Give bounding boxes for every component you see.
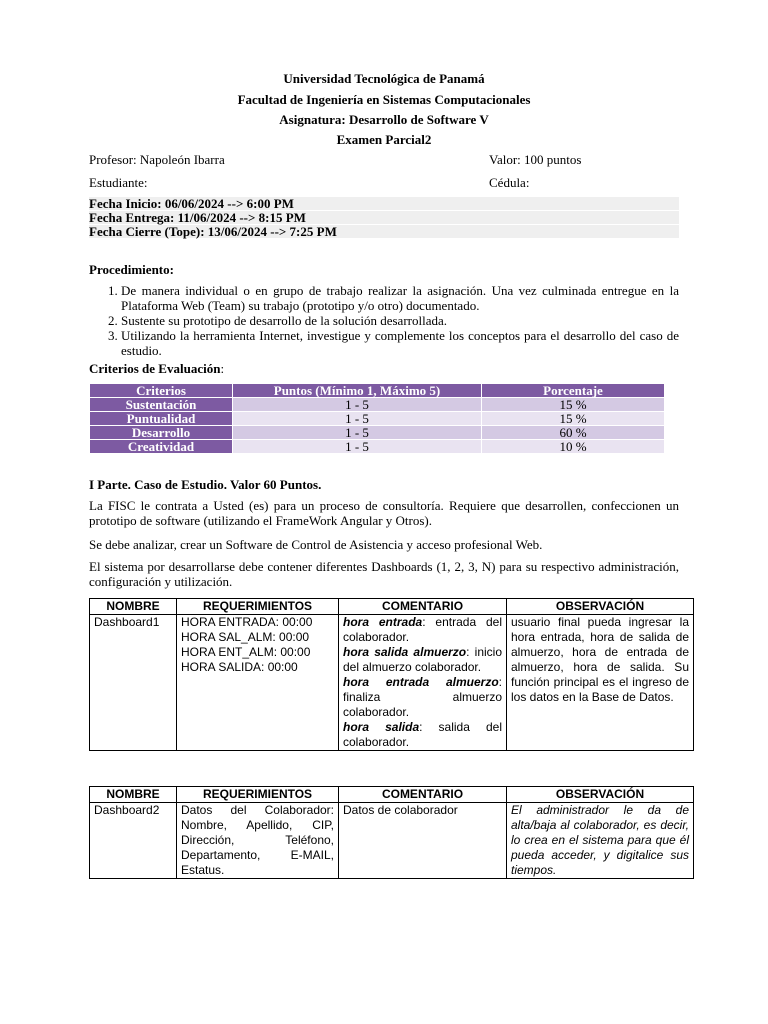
dashboard1-table [89,598,694,751]
criteria-name: Puntualidad [90,412,233,426]
header-observacion: OBSERVACIÓN [507,787,694,803]
requirement-line: HORA SAL_ALM: 00:00 [181,630,310,644]
criteria-header-row [90,384,665,398]
criteria-title-colon: : [220,361,225,376]
part1-paragraph-3: El sistema por desarrollarse debe contener diferentes Dashboards (1, 2, 3, N) para su respectivo administración, configuración y utilización. [89,559,679,589]
comment-entry [343,615,502,645]
comment-text: : finaliza almuerzo colaborador. [343,675,502,719]
comment-text: : inicio del almuerzo colaborador. [343,645,503,674]
criteria-title [89,361,224,377]
criteria-header-percent: Porcentaje [482,384,665,398]
professor-label: Profesor: Napoleón Ibarra [89,152,225,167]
criteria-points: 1 - 5 [233,426,482,440]
header-observacion: OBSERVACIÓN [507,599,694,615]
criteria-points: 1 - 5 [233,398,482,412]
comment-entry [343,720,502,750]
header-comentario: COMENTARIO [339,787,507,803]
university-title: Universidad Tecnológica de Panamá [283,71,485,86]
criteria-table [89,383,665,454]
procedure-item: 3. Utilizando la herramienta Internet, investigue y complemente los conceptos para el desarrollo del caso de estudio. [121,328,679,358]
criteria-row [90,426,665,440]
criteria-percent: 15 % [482,412,665,426]
requirement-line: HORA SALIDA: 00:00 [181,660,298,674]
dashboard1-row [90,615,694,751]
comment-label: hora entrada almuerzo [343,675,499,689]
dashboard2-requirements: Datos del Colaborador: Nombre, Apellido, CIP, Dirección, Teléfono, Departamento, E-MAIL, Estatus. [177,803,339,879]
faculty-title: Facultad de Ingeniería en Sistemas Computacionales [237,92,531,107]
date-start: Fecha Inicio: 06/06/2024 --> 6:00 PM [89,197,679,210]
student-label: Estudiante: [89,175,148,190]
part1-title: I Parte. Caso de Estudio. Valor 60 Puntos. [89,477,322,492]
header-requerimientos: REQUERIMIENTOS [177,787,339,803]
criteria-name: Creatividad [90,440,233,454]
comment-label: hora salida almuerzo [343,645,467,659]
subject-title: Asignatura: Desarrollo de Software V [279,112,489,127]
criteria-row [90,440,665,454]
dashboard2-row [90,803,694,879]
criteria-header-points: Puntos (Mínimo 1, Máximo 5) [233,384,482,398]
dashboard1-header-row [90,599,694,615]
dashboard2-comment: Datos de colaborador [339,803,507,879]
requirement-line: HORA ENT_ALM: 00:00 [181,645,311,659]
criteria-points: 1 - 5 [233,412,482,426]
date-close: Fecha Cierre (Tope): 13/06/2024 --> 7:25 PM [89,225,679,238]
dashboard2-table [89,786,694,879]
procedure-item: 1. De manera individual o en grupo de trabajo realizar la asignación. Una vez culminada entregue en la Plataforma Web (Team) su trabajo (prototipo y/o otro) documentado. [121,283,679,313]
procedure-item: 2. Sustente su prototipo de desarrollo de la solución desarrollada. [121,313,679,328]
comment-label: hora entrada [343,615,423,629]
criteria-header-name: Criterios [90,384,233,398]
criteria-name: Desarrollo [90,426,233,440]
value-label: Valor: 100 puntos [489,152,582,167]
part1-paragraph-2: Se debe analizar, crear un Software de Control de Asistencia y acceso profesional Web. [89,537,543,552]
dashboard1-name: Dashboard1 [90,615,177,751]
requirement-line: HORA ENTRADA: 00:00 [181,615,313,629]
dashboard1-comments [339,615,507,751]
criteria-title-text: Criterios de Evaluación [89,361,221,376]
dashboard2-header-row [90,787,694,803]
date-delivery: Fecha Entrega: 11/06/2024 --> 8:15 PM [89,211,679,224]
dashboard2-observation: El administrador le da de alta/baja al colaborador, es decir, lo crea en el sistema para que él pueda acceder, y digitalice sus tiempos. [507,803,694,879]
criteria-percent: 60 % [482,426,665,440]
header-requerimientos: REQUERIMIENTOS [177,599,339,615]
criteria-row [90,412,665,426]
comment-text: : salida del colaborador. [343,720,503,749]
comment-text: : entrada del colaborador. [343,615,502,644]
dashboard2-name: Dashboard2 [90,803,177,879]
header-nombre: NOMBRE [90,599,177,615]
exam-title: Examen Parcial2 [336,132,432,147]
procedure-title: Procedimiento: [89,262,174,277]
dashboard1-requirements [177,615,339,751]
criteria-points: 1 - 5 [233,440,482,454]
comment-entry [343,675,502,720]
criteria-percent: 10 % [482,440,665,454]
id-number-label: Cédula: [489,175,530,190]
criteria-percent: 15 % [482,398,665,412]
criteria-row [90,398,665,412]
comment-entry [343,645,502,675]
header-comentario: COMENTARIO [339,599,507,615]
header-nombre: NOMBRE [90,787,177,803]
procedure-list [89,283,679,358]
comment-label: hora salida [343,720,420,734]
dashboard1-observation: usuario final pueda ingresar la hora entrada, hora de salida de almuerzo, hora de entrada de almuerzo, hora de salida. Su función principal es el ingreso de los datos en la Base de Datos. [507,615,694,751]
part1-paragraph-1: La FISC le contrata a Usted (es) para un proceso de consultoría. Requiere que desarrollen, confeccionen un prototipo de software (utilizando el FrameWork Angular y Otros). [89,498,679,528]
criteria-name: Sustentación [90,398,233,412]
